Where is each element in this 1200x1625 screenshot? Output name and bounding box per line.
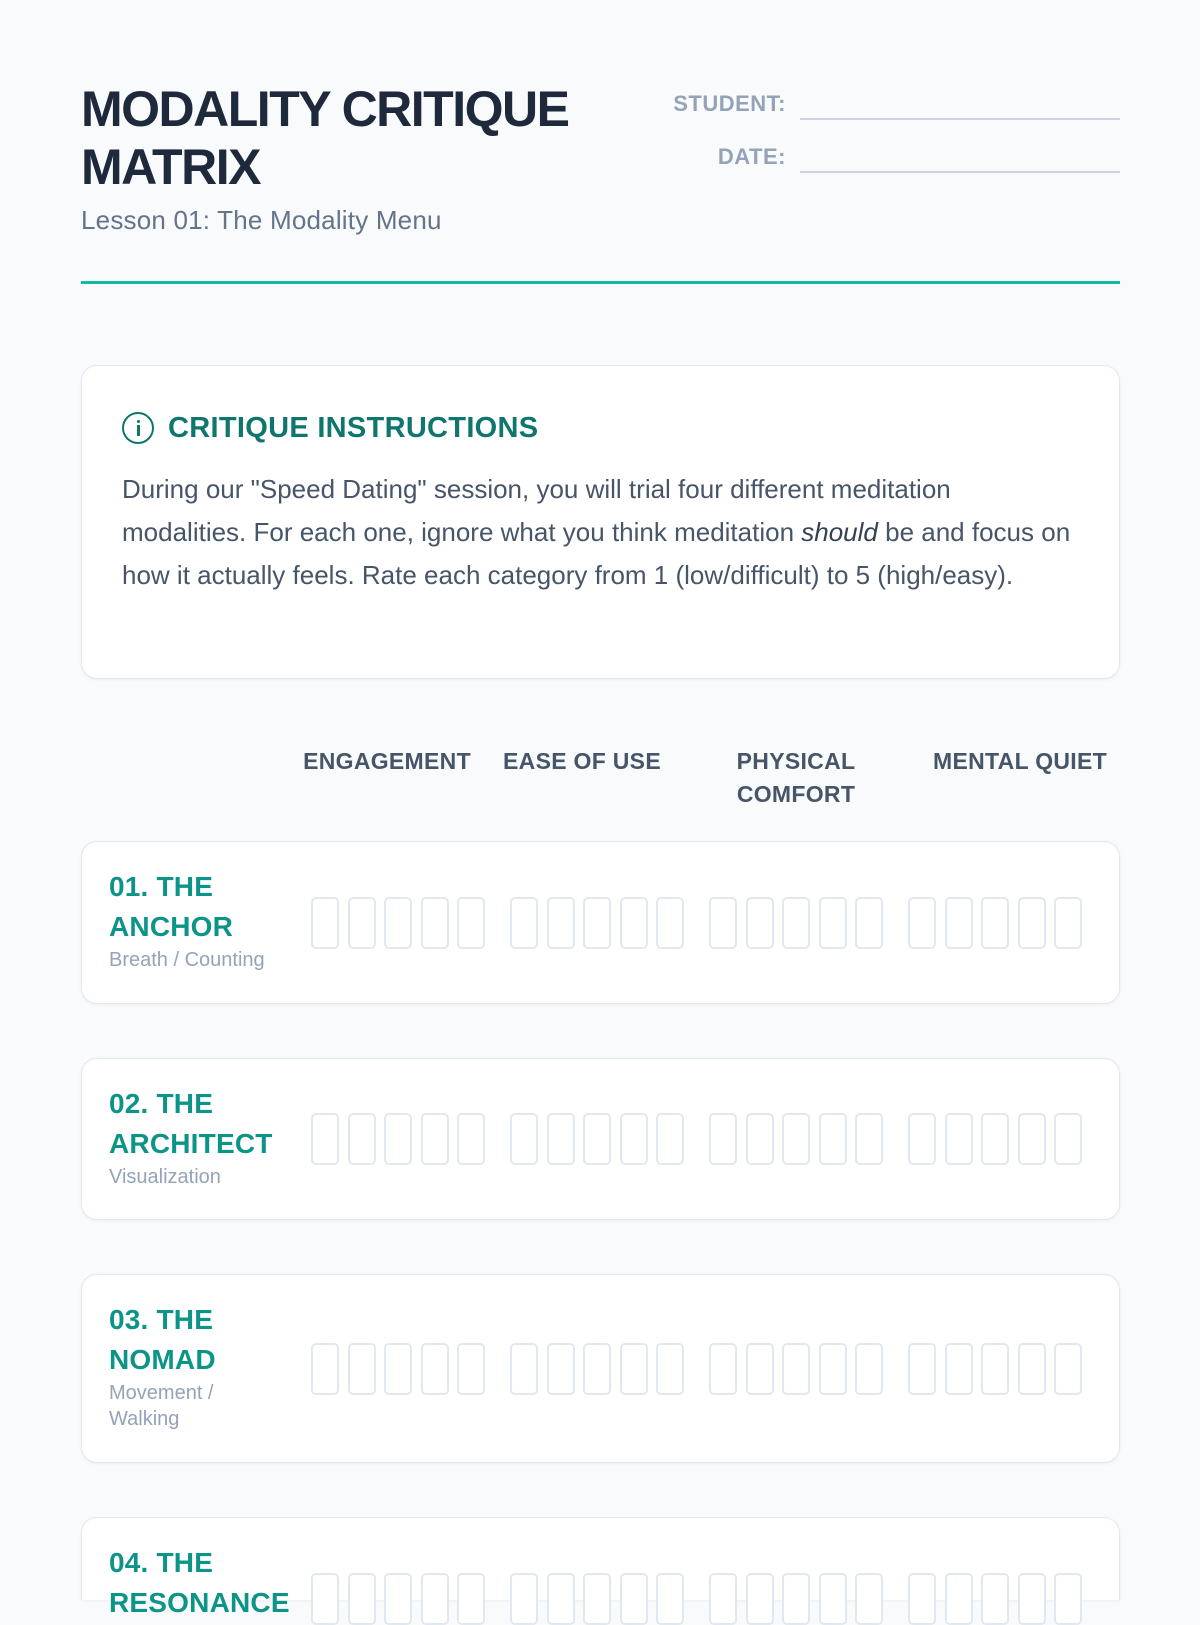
rating-boxes <box>311 1573 1107 1625</box>
rating-box[interactable] <box>620 1343 648 1395</box>
rating-box[interactable] <box>709 1573 737 1625</box>
instructions-text-emphasis: should <box>801 517 878 547</box>
modality-row-resonance <box>81 1517 1120 1618</box>
rating-box[interactable] <box>510 897 538 949</box>
rating-box[interactable] <box>421 1573 449 1625</box>
rating-box[interactable] <box>311 897 339 949</box>
modality-title: 02. THE ARCHITECT <box>109 1088 273 1159</box>
rating-box[interactable] <box>620 1573 648 1625</box>
rating-column-headers <box>81 745 1120 825</box>
rating-box[interactable] <box>510 1113 538 1165</box>
rating-box[interactable] <box>1054 1113 1082 1165</box>
rating-boxes <box>311 897 1107 949</box>
rating-box[interactable] <box>945 1343 973 1395</box>
rating-box[interactable] <box>855 1573 883 1625</box>
rating-box[interactable] <box>384 897 412 949</box>
rating-box[interactable] <box>782 1573 810 1625</box>
mental-quiet-rating <box>908 897 1082 949</box>
mental-quiet-rating <box>908 1343 1082 1395</box>
lesson-subtitle: Lesson 01: The Modality Menu <box>81 205 442 235</box>
rating-box[interactable] <box>656 897 684 949</box>
instructions-card <box>81 365 1120 679</box>
rating-boxes <box>311 1113 1107 1165</box>
rating-box[interactable] <box>908 897 936 949</box>
ease-of-use-rating <box>510 897 684 949</box>
rating-box[interactable] <box>1018 897 1046 949</box>
rating-box[interactable] <box>819 1113 847 1165</box>
rating-box[interactable] <box>656 1113 684 1165</box>
rating-box[interactable] <box>908 1343 936 1395</box>
rating-box[interactable] <box>746 1343 774 1395</box>
rating-box[interactable] <box>510 1573 538 1625</box>
rating-box[interactable] <box>855 897 883 949</box>
rating-box[interactable] <box>945 897 973 949</box>
rating-box[interactable] <box>457 1573 485 1625</box>
modality-row-nomad <box>81 1274 1120 1463</box>
rating-box[interactable] <box>547 897 575 949</box>
rating-box[interactable] <box>547 1573 575 1625</box>
worksheet-header <box>81 0 1120 284</box>
rating-box[interactable] <box>709 1113 737 1165</box>
info-icon <box>122 412 154 444</box>
physical-comfort-rating <box>709 1573 883 1625</box>
rating-box[interactable] <box>583 1113 611 1165</box>
rating-box[interactable] <box>348 1573 376 1625</box>
rating-box[interactable] <box>1054 1573 1082 1625</box>
date-line[interactable] <box>800 137 1120 173</box>
rating-box[interactable] <box>981 897 1009 949</box>
date-label: DATE: <box>717 144 786 169</box>
modality-label <box>109 867 299 973</box>
modality-title: 01. THE ANCHOR <box>109 871 234 942</box>
rating-box[interactable] <box>583 1343 611 1395</box>
engagement-rating <box>311 1113 485 1165</box>
student-label: STUDENT: <box>673 91 786 116</box>
rating-box[interactable] <box>457 897 485 949</box>
rating-box[interactable] <box>348 897 376 949</box>
column-header-ease-of-use: EASE OF USE <box>503 748 661 774</box>
mental-quiet-rating <box>908 1113 1082 1165</box>
modality-title: 03. THE NOMAD <box>109 1304 216 1375</box>
instructions-text <box>122 468 1079 597</box>
rating-box[interactable] <box>746 1573 774 1625</box>
rating-box[interactable] <box>945 1573 973 1625</box>
rating-box[interactable] <box>908 1573 936 1625</box>
rating-box[interactable] <box>311 1573 339 1625</box>
student-name-line[interactable] <box>800 84 1120 120</box>
rating-box[interactable] <box>1054 897 1082 949</box>
rating-box[interactable] <box>547 1343 575 1395</box>
rating-box[interactable] <box>981 1573 1009 1625</box>
instructions-text-end: be and focus on how it actually feels. Rate each category from 1 (low/difficult) to 5 (high/easy). <box>122 517 1071 590</box>
rating-box[interactable] <box>1018 1573 1046 1625</box>
column-header-engagement: ENGAGEMENT <box>303 748 471 774</box>
engagement-rating <box>311 897 485 949</box>
worksheet-page <box>81 0 1120 1618</box>
rating-box[interactable] <box>510 1343 538 1395</box>
rating-box[interactable] <box>348 1343 376 1395</box>
modality-row-architect <box>81 1058 1120 1220</box>
rating-box[interactable] <box>311 1113 339 1165</box>
physical-comfort-rating <box>709 1113 883 1165</box>
rating-box[interactable] <box>981 1343 1009 1395</box>
modality-label <box>109 1543 309 1623</box>
rating-box[interactable] <box>1018 1343 1046 1395</box>
rating-box[interactable] <box>384 1113 412 1165</box>
rating-box[interactable] <box>908 1113 936 1165</box>
mental-quiet-rating <box>908 1573 1082 1625</box>
rating-box[interactable] <box>746 897 774 949</box>
rating-box[interactable] <box>1054 1343 1082 1395</box>
instructions-text-start: During our "Speed Dating" session, you will trial four different meditation modalities. For each one, ignore what you think meditation <box>122 474 951 547</box>
rating-box[interactable] <box>457 1343 485 1395</box>
rating-box[interactable] <box>709 897 737 949</box>
rating-box[interactable] <box>348 1113 376 1165</box>
page-title: MODALITY CRITIQUE MATRIX <box>81 81 569 195</box>
rating-box[interactable] <box>583 1573 611 1625</box>
ease-of-use-rating <box>510 1113 684 1165</box>
instructions-title: CRITIQUE INSTRUCTIONS <box>168 411 539 444</box>
rating-box[interactable] <box>620 897 648 949</box>
ease-of-use-rating <box>510 1573 684 1625</box>
rating-box[interactable] <box>547 1113 575 1165</box>
rating-box[interactable] <box>819 1343 847 1395</box>
rating-box[interactable] <box>656 1343 684 1395</box>
rating-box[interactable] <box>819 897 847 949</box>
rating-box[interactable] <box>421 897 449 949</box>
instructions-heading <box>122 406 1079 450</box>
rating-box[interactable] <box>709 1343 737 1395</box>
rating-box[interactable] <box>855 1113 883 1165</box>
modality-subtitle: Visualization <box>109 1166 221 1188</box>
rating-box[interactable] <box>819 1573 847 1625</box>
rating-box[interactable] <box>384 1573 412 1625</box>
rating-box[interactable] <box>311 1343 339 1395</box>
engagement-rating <box>311 1573 485 1625</box>
student-info-fields <box>660 84 1120 190</box>
rating-box[interactable] <box>384 1343 412 1395</box>
rating-box[interactable] <box>855 1343 883 1395</box>
rating-box[interactable] <box>457 1113 485 1165</box>
rating-box[interactable] <box>782 1113 810 1165</box>
column-header-physical-comfort: PHYSICAL COMFORT <box>736 748 856 807</box>
rating-box[interactable] <box>782 897 810 949</box>
student-field-row <box>660 84 1120 120</box>
column-header-mental-quiet: MENTAL QUIET <box>933 748 1107 774</box>
rating-box[interactable] <box>1018 1113 1046 1165</box>
rating-box[interactable] <box>981 1113 1009 1165</box>
date-field-row <box>660 137 1120 173</box>
rating-box[interactable] <box>421 1113 449 1165</box>
rating-box[interactable] <box>620 1113 648 1165</box>
rating-box[interactable] <box>421 1343 449 1395</box>
rating-box[interactable] <box>656 1573 684 1625</box>
modality-label <box>109 1300 259 1432</box>
rating-box[interactable] <box>945 1113 973 1165</box>
physical-comfort-rating <box>709 1343 883 1395</box>
modality-row-anchor <box>81 841 1120 1004</box>
rating-box[interactable] <box>583 897 611 949</box>
rating-box[interactable] <box>746 1113 774 1165</box>
modality-label <box>109 1084 299 1190</box>
modality-title: 04. THE RESONANCE <box>109 1547 290 1618</box>
ease-of-use-rating <box>510 1343 684 1395</box>
physical-comfort-rating <box>709 897 883 949</box>
modality-subtitle: Movement / Walking <box>109 1382 214 1430</box>
engagement-rating <box>311 1343 485 1395</box>
rating-boxes <box>311 1343 1107 1395</box>
modality-subtitle: Breath / Counting <box>109 949 265 971</box>
rating-box[interactable] <box>782 1343 810 1395</box>
